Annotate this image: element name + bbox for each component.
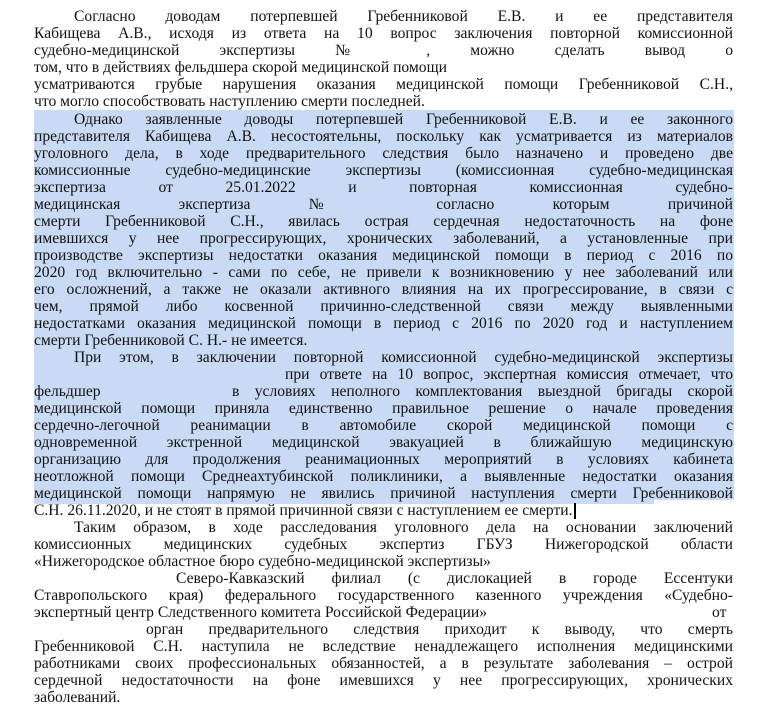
text-line[interactable]: его осложнений, а также не оказали активного влияния на их прогрессирование, в связи с xyxy=(34,281,733,298)
text-line[interactable]: сердечной недостаточности на фоне имевшихся у нее прогрессирующих, хронических xyxy=(34,672,733,689)
text-line[interactable]: том, что в действиях фельдшера скорой медицинской помощи xyxy=(34,59,447,76)
text-line[interactable] xyxy=(34,502,576,520)
text-line[interactable]: при ответе на 10 вопрос, экспертная комиссия отмечает, что xyxy=(285,366,733,383)
text-line[interactable]: Северо-Кавказский филиал (с дислокацией в городе Ессентуки xyxy=(176,570,733,587)
text-line[interactable]: медицинской помощи приняла единственно правильное решение о начале проведения xyxy=(34,400,733,417)
text-line[interactable]: смерти Гребенниковой С. Н.- не имеется. xyxy=(34,332,308,349)
text-line[interactable]: медицинская экспертиза № согласно которым причиной xyxy=(34,196,733,213)
text-line[interactable]: сердечно-легочной реанимации в автомобиле скорой медицинской помощи с xyxy=(34,417,733,434)
text-line[interactable]: экспертный центр Следственного комитета Российской Федерации» xyxy=(34,604,488,621)
text-line[interactable]: Однако заявленные доводы потерпевшей Гребенниковой Е.В. и ее законного xyxy=(74,111,733,128)
text-line[interactable]: 2020 год включительно - сами по себе, не привели к возникновению у нее заболеваний или xyxy=(34,264,733,281)
text-line[interactable]: от xyxy=(712,604,727,621)
text-cursor xyxy=(574,503,576,519)
text-line[interactable]: «Нижегородское областное бюро судебно-медицинской экспертизы» xyxy=(34,553,491,570)
text-line[interactable]: уголовного дела, в ходе предварительного следствия было назначено и проведено две xyxy=(34,145,733,162)
text-line[interactable]: заболеваний. xyxy=(34,689,121,706)
text-line[interactable]: Таким образом, в ходе расследования уголовного дела на основании заключений xyxy=(74,519,733,536)
text-line[interactable]: одновременной экстренной медицинской эвакуацией в ближайшую медицинскую xyxy=(34,434,733,451)
text-line[interactable]: медицинской помощи напрямую не явились причиной наступления смерти Гребенниковой xyxy=(34,485,733,502)
text-line[interactable]: фельдшер xyxy=(34,383,101,400)
text-line[interactable]: Согласно доводам потерпевшей Гребенниковой Е.В. и ее представителя xyxy=(74,8,733,25)
text-line[interactable]: комиссионных медицинских судебных экспертиз ГБУЗ Нижегородской области xyxy=(34,536,733,553)
text-line[interactable]: недостатками оказания медицинской помощи в период с 2016 по 2020 год и наступлением xyxy=(34,315,733,332)
text-line[interactable]: Гребенниковой С.Н. наступила не вследствие ненадлежащего исполнения медицинскими xyxy=(34,638,733,655)
text-line[interactable]: судебно-медицинской экспертизы № , можно сделать вывод о xyxy=(34,42,733,59)
text-line[interactable]: орган предварительного следствия приходит к выводу, что смерть xyxy=(146,621,733,638)
text-line[interactable]: работниками своих профессиональных обязанностей, а в результате заболевания – острой xyxy=(34,655,733,672)
text-line[interactable]: экспертиза от 25.01.2022 и повторная комиссионная судебно- xyxy=(34,179,733,196)
text-line[interactable]: представителя Кабищева А.В. несостоятельны, поскольку как усматривается из материалов xyxy=(34,128,733,145)
text-line[interactable]: производстве экспертизы недостатки оказания медицинской помощи в период с 2016 по xyxy=(34,247,733,264)
text-line[interactable]: смерти Гребенниковой С.Н., явилась острая сердечная недостаточность на фоне xyxy=(34,213,733,230)
text-line[interactable]: При этом, в заключении повторной комиссионной судебно-медицинской экспертизы xyxy=(74,349,733,366)
text-line[interactable]: что могло способствовать наступлению смерти последней. xyxy=(34,93,425,110)
text-line[interactable]: чем, прямой либо косвенной причинно-следственной связи между выявленными xyxy=(34,298,733,315)
text-line-content: С.Н. 26.11.2020, и не стоят в прямой причинной связи с наступлением ее смерти. xyxy=(34,502,573,519)
text-line[interactable]: Ставропольского края) федерального государственного казенного учреждения «Судебно- xyxy=(34,587,733,604)
text-line[interactable]: комиссионные судебно-медицинские экспертизы (комиссионная судебно-медицинская xyxy=(34,162,733,179)
text-line[interactable]: усматриваются грубые нарушения оказания медицинской помощи Гребенниковой С.Н., xyxy=(34,76,733,93)
text-line[interactable]: неотложной помощи Среднеахтубинской поликлиники, а выявленные недостатки оказания xyxy=(34,468,733,485)
text-line[interactable]: в условиях неполного комплектования выездной бригады скорой xyxy=(232,383,733,400)
text-line[interactable]: Кабищева А.В., исходя из ответа на 10 вопрос заключения повторной комиссионной xyxy=(34,25,733,42)
text-line[interactable]: имевшихся у нее прогрессирующих, хронических заболеваний, а установленные при xyxy=(34,230,733,247)
text-line[interactable]: организацию для продолжения реанимационных мероприятий в условиях кабинета xyxy=(34,451,733,468)
